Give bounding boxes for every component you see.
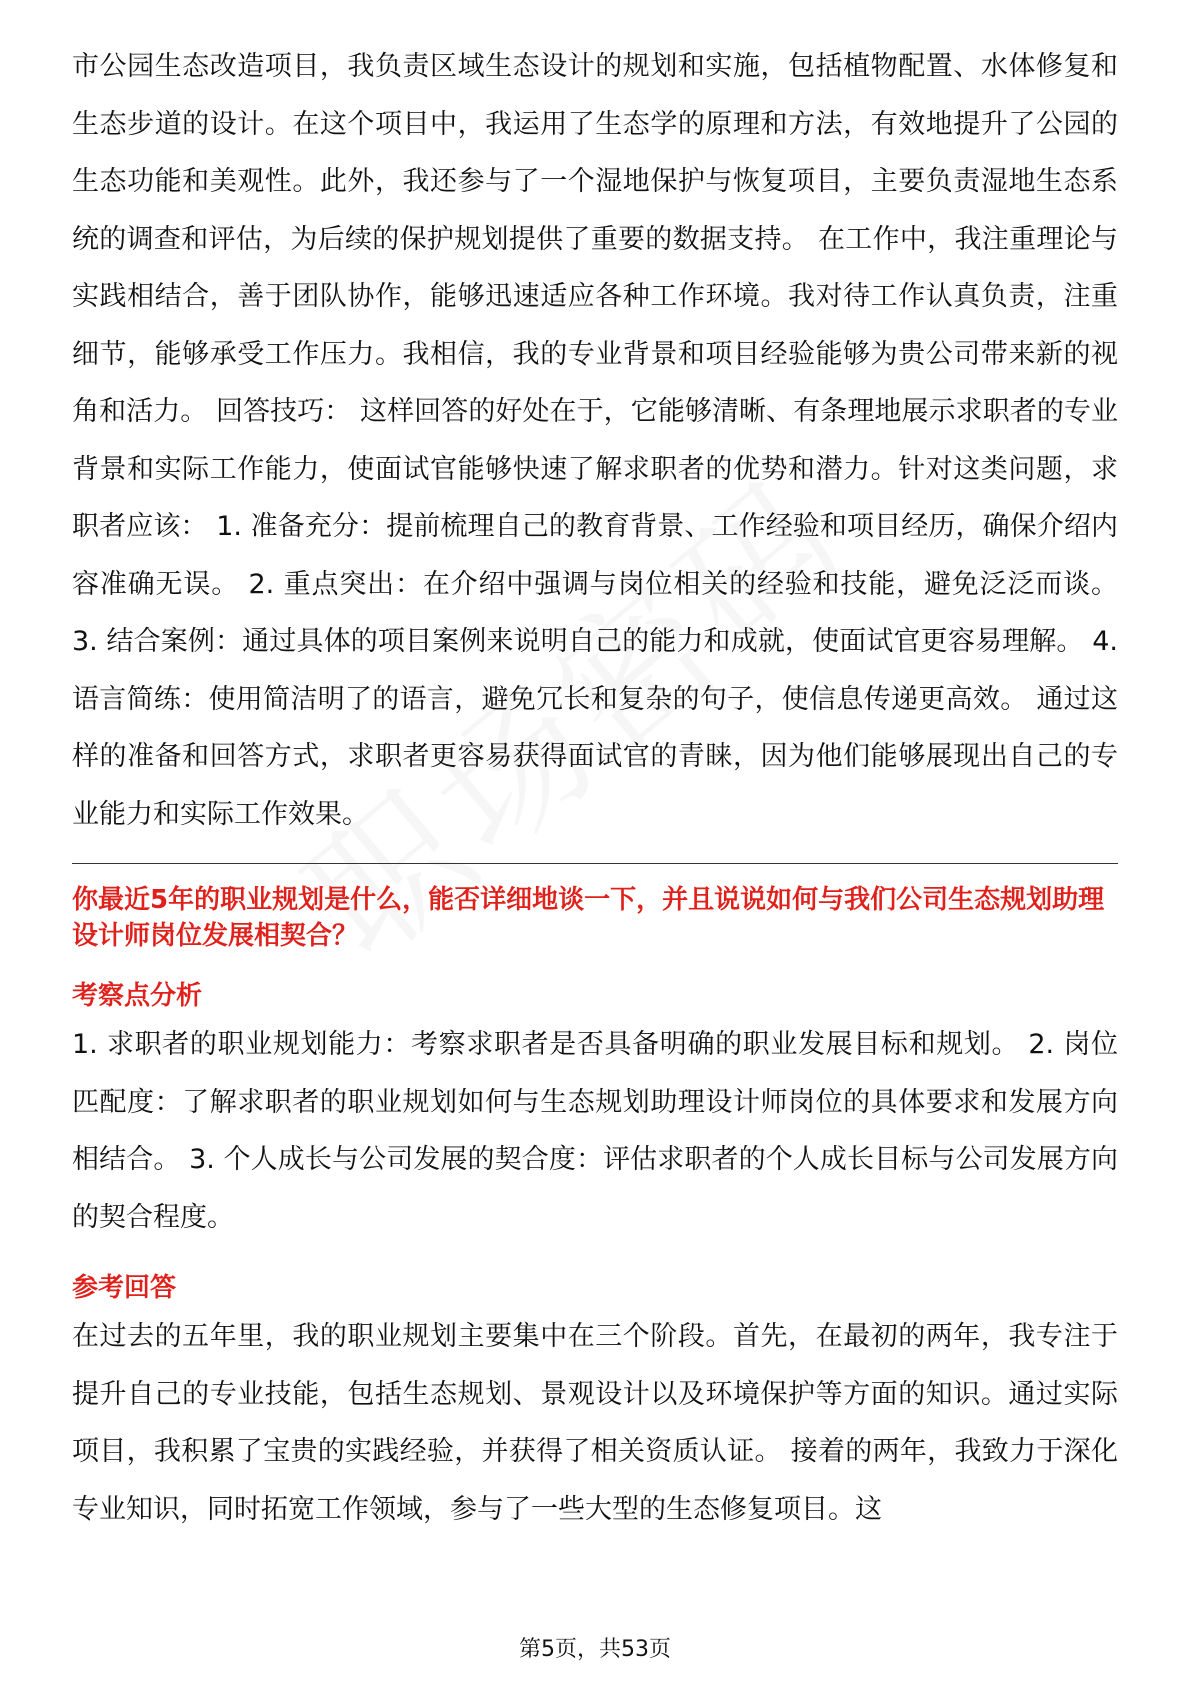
answer-paragraph: 在过去的五年里，我的职业规划主要集中在三个阶段。首先，在最初的两年，我专注于提升自己的专业技能，包括生态规划、景观设计以及环境保护等方面的知识。通过实际项目，我积累了宝贵的实践经验，并获得了相关资质认证。 接着的两年，我致力于深化专业知识，同时拓宽工作领域，参与了一些大型的生态修复项目。这	[72, 1321, 1118, 1525]
question-title: 你最近5年的职业规划是什么，能否详细地谈一下，并且说说如何与我们公司生态规划助理设计师岗位发展相契合？	[72, 885, 1105, 951]
analysis-heading: 考察点分析	[72, 981, 203, 1011]
analysis-paragraph: 1. 求职者的职业规划能力：考察求职者是否具备明确的职业发展目标和规划。 2. 岗位匹配度：了解求职者的职业规划如何与生态规划助理设计师岗位的具体要求和发展方向相结合。 3. 个人成长与公司发展的契合度：评估求职者的个人成长目标与公司发展方向的契合程度。	[72, 1029, 1118, 1233]
section-divider	[72, 863, 1118, 864]
document-body	[72, 38, 1118, 1538]
intro-paragraph: 市公园生态改造项目，我负责区域生态设计的规划和实施，包括植物配置、水体修复和生态步道的设计。在这个项目中，我运用了生态学的原理和方法，有效地提升了公园的生态功能和美观性。此外，我还参与了一个湿地保护与恢复项目，主要负责湿地生态系统的调查和评估，为后续的保护规划提供了重要的数据支持。 在工作中，我注重理论与实践相结合，善于团队协作，能够迅速适应各种工作环境。我对待工作认真负责，注重细节，能够承受工作压力。我相信，我的专业背景和项目经验能够为贵公司带来新的视角和活力。 回答技巧： 这样回答的好处在于，它能够清晰、有条理地展示求职者的专业背景和实际工作能力，使面试官能够快速了解求职者的优势和潜力。针对这类问题，求职者应该： 1. 准备充分：提前梳理自己的教育背景、工作经验和项目经历，确保介绍内容准确无误。 2. 重点突出：在介绍中强调与岗位相关的经验和技能，避免泛泛而谈。 3. 结合案例：通过具体的项目案例来说明自己的能力和成就，使面试官更容易理解。 4. 语言简练：使用简洁明了的语言，避免冗长和复杂的句子，使信息传递更高效。 通过这样的准备和回答方式，求职者更容易获得面试官的青睐，因为他们能够展现出自己的专业能力和实际工作效果。	[72, 51, 1118, 830]
answer-heading: 参考回答	[72, 1273, 177, 1303]
page-footer: 第5页，共53页	[519, 1637, 671, 1662]
